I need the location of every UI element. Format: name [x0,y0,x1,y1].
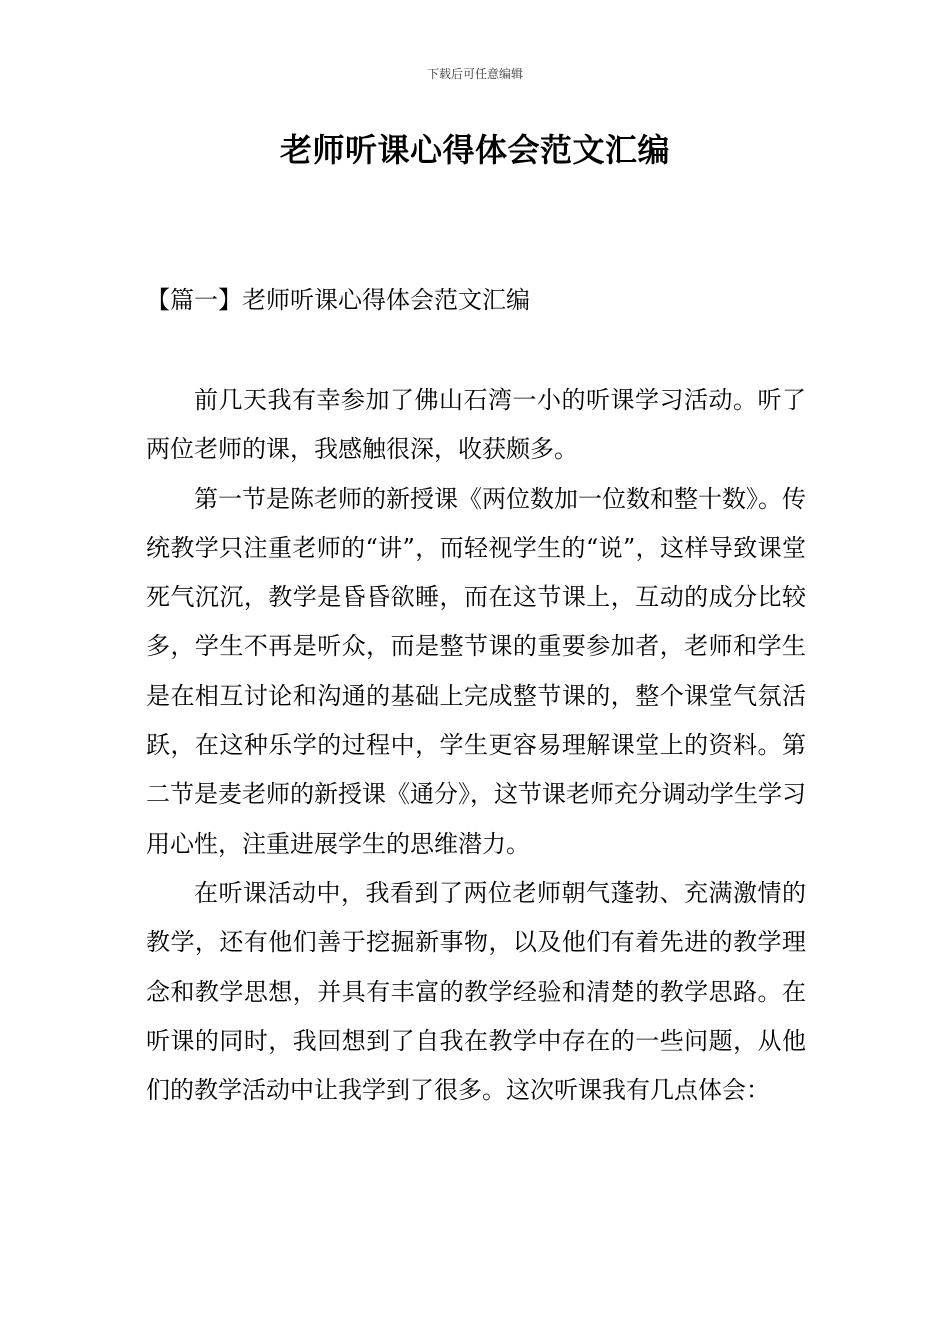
paragraph-1: 前几天我有幸参加了佛山石湾一小的听课学习活动。听了两位老师的课，我感触很深，收获颇多。 [146,386,806,464]
document-title: 老师听课心得体会范文汇编 [279,131,670,169]
section-heading: 【篇一】老师听课心得体会范文汇编 [146,286,530,314]
paragraph-2: 第一节是陈老师的新授课《两位数加一位数和整十数》。传统教学只注重老师的“讲”，而轻视学生的“说”，这样导致课堂死气沉沉，教学是昏昏欲睡，而在这节课上，互动的成分比较多，学生不再是听众，而是整节课的重要参加者，老师和学生是在相互讨论和沟通的基础上完成整节课的，整个课堂气氛活跃，在这种乐学的过程中，学生更容易理解课堂上的资料。第二节是麦老师的新授课《通分》，这节课老师充分调动学生学习用心性，注重进展学生的思维潜力。 [146,484,806,858]
header-note: 下载后可任意编辑 [426,67,523,81]
paragraph-3: 在听课活动中，我看到了两位老师朝气蓬勃、充满激情的教学，还有他们善于挖掘新事物，以及他们有着先进的教学理念和教学思想，并具有丰富的教学经验和清楚的教学思路。在听课的同时，我回想到了自我在教学中存在的一些问题，从他们的教学活动中让我学到了很多。这次听课我有几点体会： [146,878,806,1105]
document-body [146,376,806,1115]
